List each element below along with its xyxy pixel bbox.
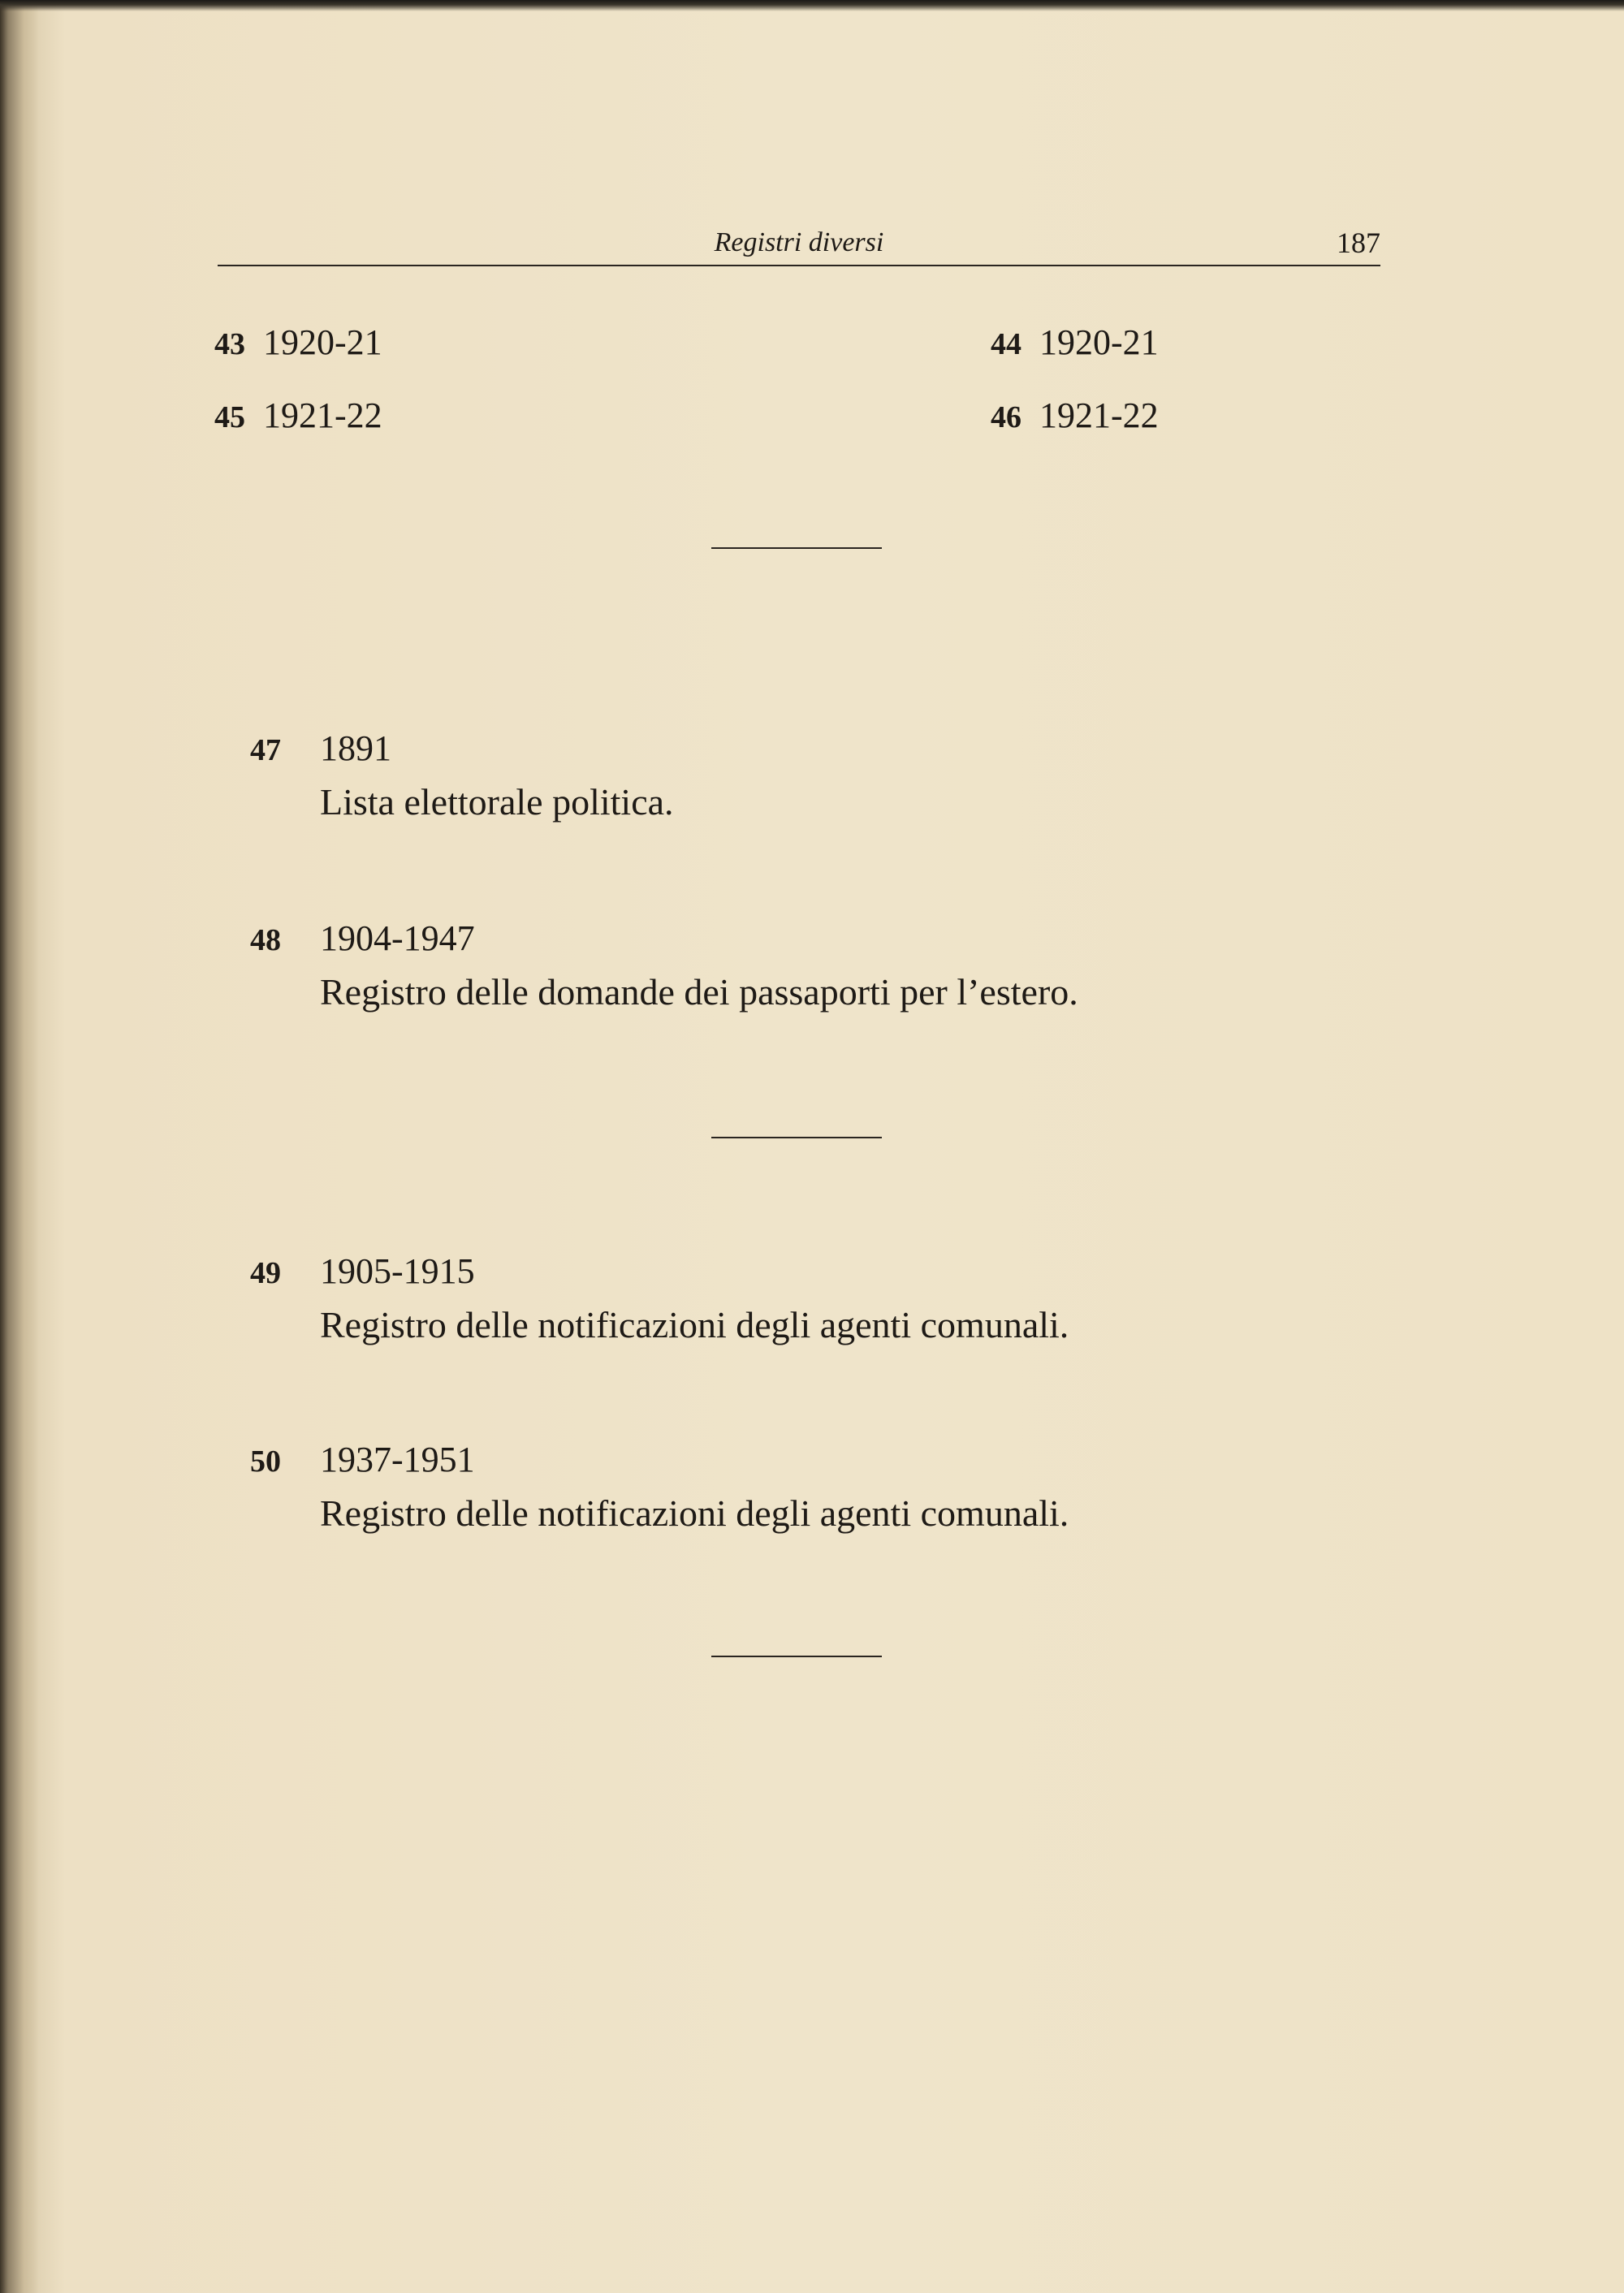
entry-date: 1905-1915 bbox=[320, 1251, 475, 1291]
entry-number: 47 bbox=[250, 733, 281, 767]
entry-description: Registro delle domande dei passaporti per l’estero. bbox=[320, 971, 1078, 1013]
entry-date: 1921-22 bbox=[263, 395, 382, 435]
entry-44 bbox=[991, 322, 1159, 363]
header-rule bbox=[218, 265, 1380, 266]
entry-number: 49 bbox=[250, 1256, 281, 1290]
entry-number: 46 bbox=[991, 400, 1021, 434]
entry-50 bbox=[250, 1439, 1069, 1535]
entry-49 bbox=[250, 1250, 1069, 1346]
entry-45 bbox=[214, 395, 382, 436]
entry-date: 1921-22 bbox=[1039, 395, 1159, 435]
running-title: Registri diversi bbox=[714, 227, 884, 257]
entry-number: 45 bbox=[214, 400, 245, 434]
entry-number: 44 bbox=[991, 327, 1021, 361]
entry-number: 50 bbox=[250, 1444, 281, 1479]
entry-date: 1920-21 bbox=[1039, 322, 1159, 362]
entry-date: 1904-1947 bbox=[320, 918, 475, 958]
top-edge-shadow bbox=[0, 0, 1624, 11]
entry-48 bbox=[250, 918, 1078, 1013]
entry-description: Lista elettorale politica. bbox=[320, 781, 674, 823]
entry-date: 1891 bbox=[320, 728, 391, 768]
section-divider-1 bbox=[711, 547, 882, 549]
entry-47 bbox=[250, 728, 674, 823]
entry-description: Registro delle notificazioni degli agenti comunali. bbox=[320, 1304, 1069, 1345]
entry-number: 43 bbox=[214, 327, 245, 361]
section-divider-2 bbox=[711, 1137, 882, 1138]
page-number: 187 bbox=[1337, 227, 1380, 259]
entry-number: 48 bbox=[250, 923, 281, 957]
entry-date: 1937-1951 bbox=[320, 1440, 475, 1479]
running-head bbox=[218, 218, 1380, 266]
entry-43 bbox=[214, 322, 382, 363]
entry-46 bbox=[991, 395, 1159, 436]
entry-date: 1920-21 bbox=[263, 322, 382, 362]
entry-description: Registro delle notificazioni degli agenti comunali. bbox=[320, 1492, 1069, 1534]
book-spine-shadow bbox=[0, 0, 39, 2293]
section-divider-3 bbox=[711, 1656, 882, 1657]
